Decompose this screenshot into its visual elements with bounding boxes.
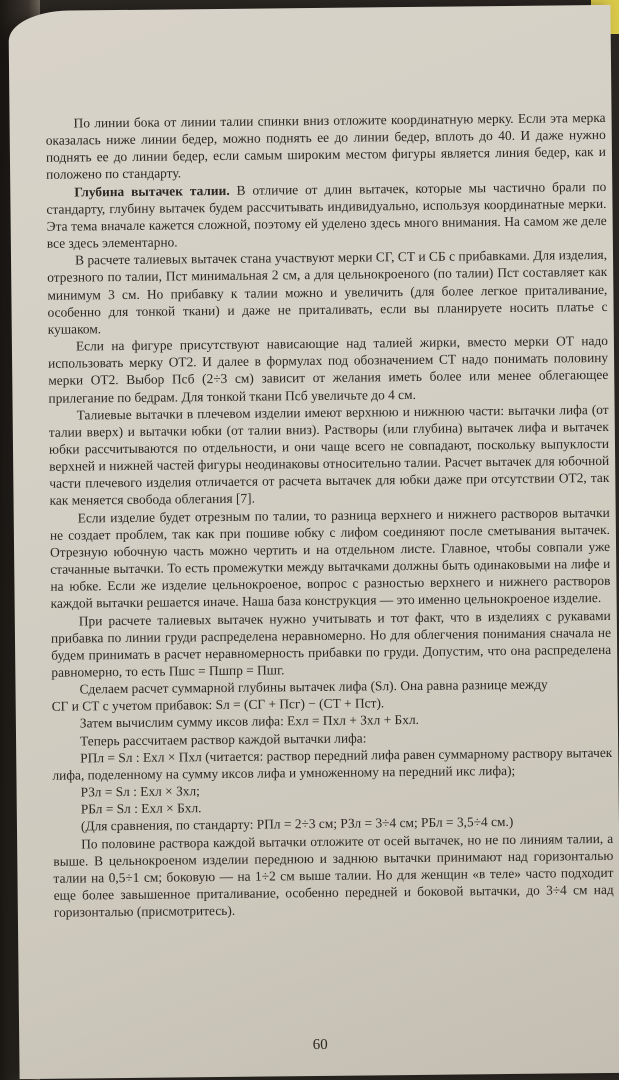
sum-line-1: Сделаем расчет суммарной глубины вытачек лифа (Sл). Она равна разнице между bbox=[79, 676, 548, 697]
book-page bbox=[8, 5, 619, 1079]
formula-side: РБл = Sл : Ехл × Бхл. bbox=[80, 800, 202, 817]
standard-comparison: (Для сравнения, по стандарту: РПл = 2÷3 см; РЗл = 3÷4 см; РБл = 3,5÷4 см.) bbox=[80, 814, 514, 834]
formula-front: РПл = Sл : Ехл × Пхл (читается: раствор передний лифа равен суммарному раствору вытачек лифа, поделенному на сумму иксов лифа и умноженному на передний икс лифа); bbox=[52, 744, 613, 783]
sum-line-4: Теперь рассчитаем раствор каждой вытачки лифа: bbox=[79, 730, 367, 749]
paragraph-4: Если на фигуре присутствуют нависающие над талией жирки, вместо мерки ОТ надо использовать мерку ОТ2. И далее в формулах под обозначением СТ надо понимать половину мерки ОТ2. Выбор Псб (2÷3 см) зависит от желания иметь более или менее облегающее прилегание по бедрам. Для тонкой ткани Псб увеличьте до 4 см. bbox=[48, 332, 609, 406]
paragraph-3: В расчете талиевых вытачек стана участвуют мерки СГ, СТ и СБ с прибавками. Для изделия, отрезного по талии, Пст минимальная 2 см, а для цельнокроеного (по талии) Пст составляет как минимум 3 см. Но прибавку к талии можно и увеличить (для более легкое приталивание, особенно для тонкой ткани) и даже не приталивать, если вы планируете носить платье с кушаком. bbox=[47, 247, 608, 337]
sum-line-3: Затем вычислим сумму иксов лифа: Ехл = Пхл + Зхл + Бхл. bbox=[79, 712, 420, 731]
paragraph-1: По линии бока от линии талии спинки вниз отложите координатную мерку. Если эта мерка оказалась ниже линии бедер, можно поднять ее до линии бедер, вплоть до 40. И даже нужно поднять ее до линии бедер, если самым широким местом фигуры является линия бедер, как и положено по стандарту. bbox=[45, 109, 607, 183]
paragraph-2-rest: В отличие от длин вытачек, которые мы частично брали по стандарту, глубину вытачек будем рассчитывать индивидуально, используя координатные мерки. Эта тема вначале кажется сложной, поэтому ей уделено здесь много внимания. На самом же деле все здесь элементарно. bbox=[46, 178, 607, 251]
final-paragraph: По половине раствора каждой вытачки отложите от осей вытачек, но не по линиям талии, а выше. В цельнокроеном изделии переднюю и заднюю вытачки принимают над горизонталью талии на 0,5÷1 см; боковую — на 1÷2 см выше талии. Но для женщин «в теле» часто подходит еще более завышенное приталивание, особенно передней и боковой вытачки, до 3÷4 см над горизонталью (присмотритесь). bbox=[53, 830, 614, 920]
page-body-text bbox=[46, 109, 614, 921]
section-heading-inline: Глубина вытачек талии. bbox=[74, 182, 230, 200]
page-number: 60 bbox=[312, 1036, 328, 1054]
sum-line-2: СГ и СТ с учетом прибавок: Sл = (СГ + Псг) − (СТ + Пст). bbox=[51, 695, 385, 715]
paragraph-5: Талиевые вытачки в плечевом изделии имеют верхнюю и нижнюю части: вытачки лифа (от талии вверх) и вытачки юбки (от талии вниз). Растворы (или глубина) вытачек лифа и вытачек юбки рассчитываются по отдельности, и они чаще всего не совпадают, поскольку выпуклости верхней и нижней частей фигуры неодинаковы относительно талии. Расчет вытачек для юбочной части плечевого изделия отличается от расчета вытачек для юбки даже при отсутствии ОТ2, так как меняется свобода облегания [7]. bbox=[48, 401, 610, 509]
paragraph-2 bbox=[46, 178, 607, 252]
paragraph-7: При расчете талиевых вытачек нужно учитывать и тот факт, что в изделиях с рукавами прибавка по линии груди распределена неравномерно. Но для облегчения понимания сначала не будем принимать в расчет неравномерность прибавки по груди. Допустим, что она распределена равномерно, то есть Пшс = Пшпр = Пшг. bbox=[50, 607, 612, 680]
formula-back: РЗл = Sл : Ехл × Зхл; bbox=[80, 783, 200, 800]
paragraph-6: Если изделие будет отрезным по талии, то разница верхнего и нижнего растворов вытачки не создает проблем, так как при пошиве юбку с лифом соединяют после сметывания вытачек. Отрезную юбочную часть можно чертить и на отдельном листе. Главное, чтобы совпали уже стачанные вытачки. То есть промежутки между вытачками должны быть одинаковыми на лифе и на юбке. Если же изделие цельнокроеное, вопрос с разностью верхнего и нижнего растворов каждой вытачки решается иначе. Наша база конструкция — это именно цельнокроеное изделие. bbox=[49, 504, 611, 612]
